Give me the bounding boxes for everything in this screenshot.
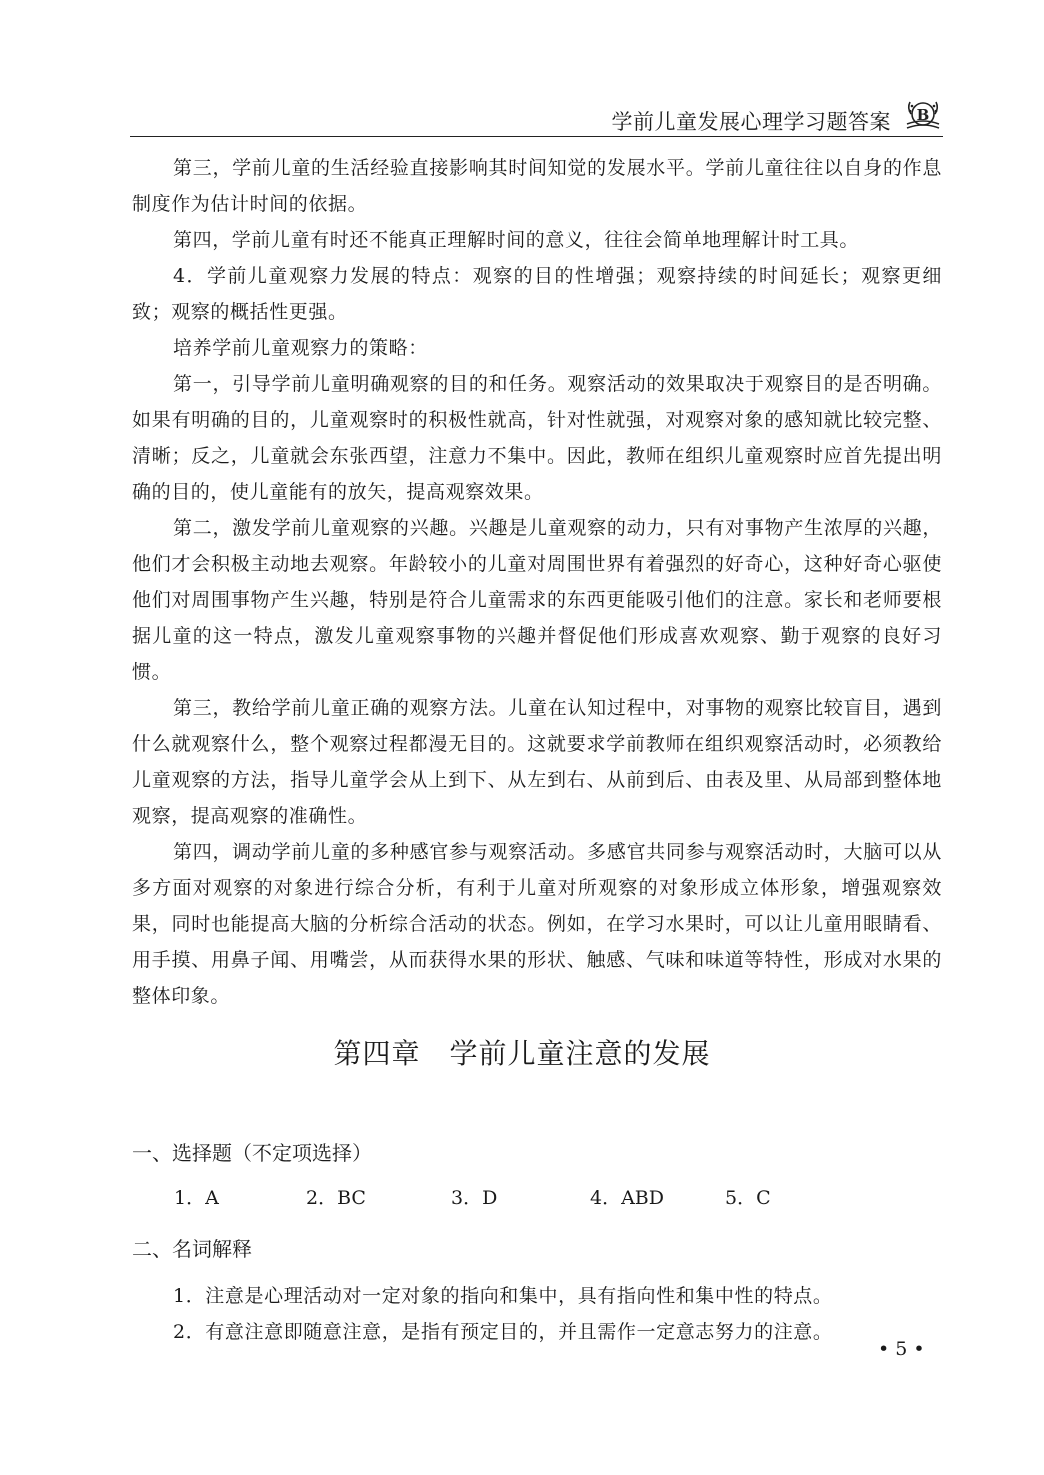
- answer-item: 1．A: [174, 1187, 219, 1209]
- section-heading-choice: 一、选择题（不定项选择）: [132, 1141, 372, 1165]
- chapter-title: 第四章 学前儿童注意的发展: [333, 1037, 711, 1070]
- definition-item: 1．注意是心理活动对一定对象的指向和集中，具有指向性和集中性的特点。: [173, 1285, 833, 1307]
- answer-item: 4．ABD: [590, 1187, 665, 1209]
- paragraph: 第三，教给学前儿童正确的观察方法。儿童在认知过程中，对事物的观察比较盲目，遇到什么就观察什么，整个观察过程都漫无目的。这就要求学前教师在组织观察活动时，必须教给儿童观察的方法，指导儿童学会从上到下、从左到右、从前到后、由表及里、从局部到整体地观察，提高观察的准确性。: [132, 697, 942, 827]
- svg-text:B: B: [916, 106, 930, 124]
- paragraph: 第一，引导学前儿童明确观察的目的和任务。观察活动的效果取决于观察目的是否明确。如果有明确的目的，儿童观察时的积极性就高，针对性就强，对观察对象的感知就比较完整、清晰；反之，儿童就会东张西望，注意力不集中。因此，教师在组织儿童观察时应首先提出明确的目的，使儿童能有的放矢，提高观察效果。: [132, 373, 942, 503]
- answer-item: 3．D: [451, 1187, 498, 1209]
- paragraph: 第四，调动学前儿童的多种感官参与观察活动。多感官共同参与观察活动时，大脑可以从多方面对观察的对象进行综合分析，有利于儿童对所观察的对象形成立体形象，增强观察效果，同时也能提高大脑的分析综合活动的状态。例如，在学习水果时，可以让儿童用眼睛看、用手摸、用鼻子闻、用嘴尝，从而获得水果的形状、触感、气味和味道等特性，形成对水果的整体印象。: [132, 841, 942, 1007]
- header-title: 学前儿童发展心理学习题答案: [611, 110, 891, 134]
- body-text: [132, 150, 942, 1014]
- definition-item: 2．有意注意即随意注意，是指有预定目的，并且需作一定意志努力的注意。: [173, 1321, 833, 1343]
- paragraph: 4．学前儿童观察力发展的特点：观察的目的性增强；观察持续的时间延长；观察更细致；观察的概括性更强。: [132, 265, 942, 323]
- definition-list: [132, 1278, 942, 1350]
- answer-item: 5．C: [725, 1187, 771, 1209]
- paragraph: 第四，学前儿童有时还不能真正理解时间的意义，往往会简单地理解计时工具。: [173, 229, 860, 251]
- paragraph: 第三，学前儿童的生活经验直接影响其时间知觉的发展水平。学前儿童往往以自身的作息制度作为估计时间的依据。: [132, 157, 942, 215]
- running-header: [130, 98, 943, 137]
- section-heading-terms: 二、名词解释: [132, 1237, 252, 1261]
- paragraph: 培养学前儿童观察力的策略：: [173, 337, 428, 359]
- book-seal-logo-icon: [903, 98, 943, 132]
- paragraph: 第二，激发学前儿童观察的兴趣。兴趣是儿童观察的动力，只有对事物产生浓厚的兴趣，他们才会积极主动地去观察。年龄较小的儿童对周围世界有着强烈的好奇心，这种好奇心驱使他们对周围事物产生兴趣，特别是符合儿童需求的东西更能吸引他们的注意。家长和老师要根据儿童的这一特点，激发儿童观察事物的兴趣并督促他们形成喜欢观察、勤于观察的良好习惯。: [132, 517, 942, 683]
- answer-item: 2．BC: [306, 1187, 366, 1209]
- page-number: • 5 •: [878, 1338, 925, 1360]
